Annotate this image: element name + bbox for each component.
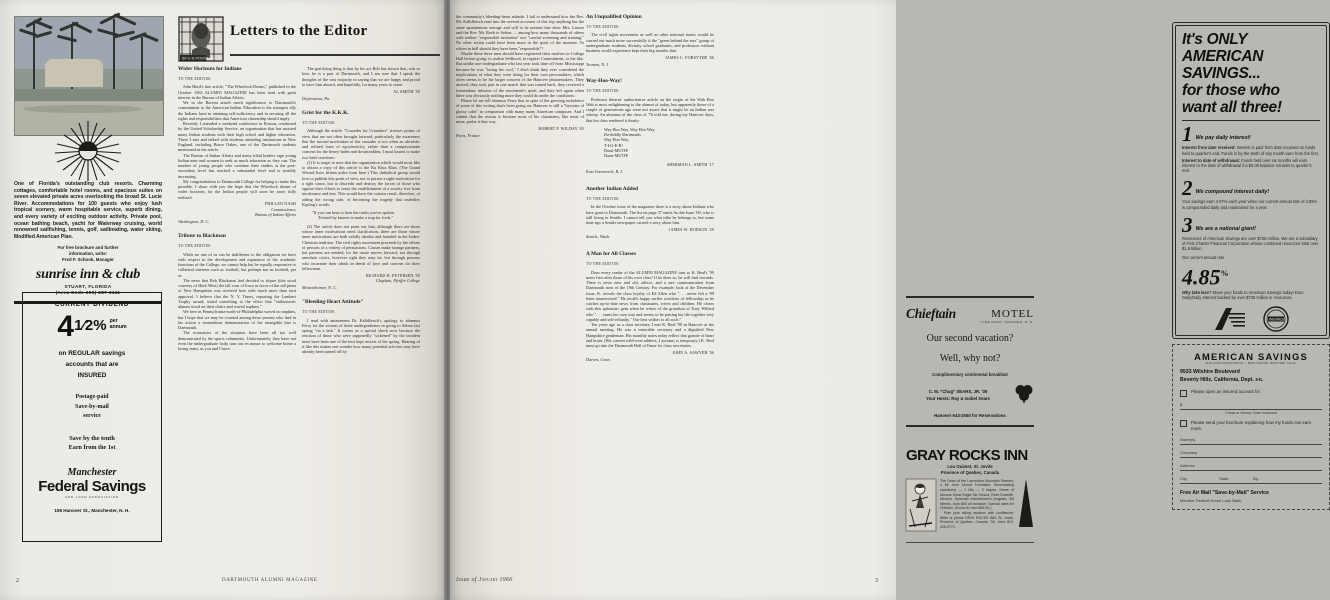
- american-point-2: [1182, 176, 1320, 201]
- signature-title-indians-1: Commissioner,: [271, 206, 296, 212]
- paragraph: The economics of the situation have been all too well demonstrated by the sports columnists. Unfortunately, they have not even the undergraduate body turn out en masse to welcome home a losing team, as you and I have.: [178, 330, 296, 351]
- signature-unqualified: JAMES C. FORSYTHE '46: [665, 54, 714, 60]
- manchester-blk-2: Save-by-mail: [75, 403, 109, 410]
- verse-line: Da-diddly-Dartmouth,: [604, 132, 642, 138]
- paragraph: While no one of us can be indifferent to the obligation we have with respect to the development and expansion of the academic functions of the College, we cannot help but be equally responsive to collateral interests such as football, but perhaps not as football, per se.: [178, 251, 296, 278]
- signature-bleeding: ROBERT P. WILDAY '65: [538, 125, 584, 131]
- point-number: 1: [1182, 122, 1193, 147]
- american-rate-label: Our current annual rate: [1182, 255, 1225, 261]
- send-brochure-label: Please send your brochure explaining how my funds can earn more.: [1191, 419, 1312, 431]
- chieftain-question-1: Our second vacation?: [926, 332, 1014, 344]
- verse-line: Twisted by knaves to make a trap for fools.": [318, 215, 394, 221]
- sunrise-brochure-2: information, write:: [68, 251, 108, 257]
- paragraph: In the October issue of the magazine there is a story about Indians who have gone to Dartmouth. The list on page 37 omits Archie Isaac '00, who is still living in Seattle. I cannot tell you what tribe he belongs to, but some time ago a Seattle newspaper carried a story about him.: [586, 204, 714, 226]
- dollar-sign: $: [1180, 401, 1183, 407]
- send-brochure-checkbox[interactable]: [1180, 420, 1187, 427]
- manchester-logo-line2: Federal Savings: [38, 477, 146, 495]
- sunrise-manager: Fred F. Schook, Manager: [62, 257, 114, 263]
- manchester-sub-2: accounts that are: [65, 361, 119, 368]
- manchester-blk-3: service: [83, 413, 101, 419]
- paragraph: Professor Stearns' authoritative article on the origin of the Wah Hoo Wah is most enlightening to the alumni of today, but apparently those of a couple of generations ago were not aware that it might be an Indian war whoop. An alumnus of the class of '76 told me, during my Hanover days, that his class rendered it thusly:: [586, 96, 714, 123]
- manchester-blk-4: Save by the tenth: [69, 434, 115, 442]
- verse-line: Daart-MUTH!: [604, 147, 629, 153]
- chieftain-question-2: Well, why not?: [939, 352, 1001, 364]
- paragraph: The Bureau of Indian Affairs and many tribal leaders urge young Indian men and women to seek as much education as they can. The number of young people who continue their studies at the post-secondary level has reached a substantial level and is steadily increasing.: [178, 152, 296, 179]
- place-blackman: Doylestown, Pa.: [302, 95, 331, 101]
- point-number: 3: [1182, 212, 1193, 237]
- american-brand: AMERICAN SAVINGS: [1194, 351, 1308, 363]
- american-point-1-para-1: [1182, 145, 1320, 155]
- american-head-1: It's ONLY: [1182, 31, 1248, 48]
- signature-manforallclasses: JOHN A. SAWYER '36: [672, 349, 714, 355]
- paragraph: Although the article "Crusades for Crusaders" stresses points of view that are not often brought forward, particularly the awareness that the inward motivation of the crusader is too often an altruistic and refined form of egocentricity, rather than a compassionate concern for the heavy-laden and downtrodden, I must hasten to make two brief reactions:: [302, 128, 420, 160]
- sunrise-inn-name: sunrise inn & club: [35, 267, 141, 283]
- why-lead: Why take less?: [1182, 289, 1212, 295]
- american-why-line: [1182, 290, 1320, 300]
- grayrocks-body-1: The Dean of the Laurentian Mountain Resorts, 4 Mi. from Mount Tremblant. Snowmaking machinery — 2 lifts — 9 slopes. Home of famous Snow Eagle Ski School, Real Charette, Director. Splendid entertainment program. Ski Weeks, from $60 all inclusive. Special rates for Children. (Dorm for men $52.50.): [940, 478, 1014, 511]
- running-foot: DARTMOUTH ALUMNI MAGAZINE: [222, 578, 318, 583]
- rate-fraction: 1⁄2: [74, 317, 94, 334]
- folio-left: 2: [16, 578, 19, 584]
- sunburst-logo: [14, 120, 162, 178]
- letter-title-blackman: Tribute to Blackman: [178, 233, 226, 240]
- manchester-blk-5: Earn from the 1st: [68, 444, 116, 451]
- ad-gray-rocks-inn: [906, 448, 1034, 549]
- american-head-3: SAVINGS...: [1182, 65, 1261, 82]
- point-text: Interest is paid from date received on funds held to quarter's end. Funds in by the tenth of any month earn from the first.: [1182, 145, 1319, 156]
- resort-photo: [14, 16, 164, 136]
- paragraph: The civil rights movement as well as other national issues would be carried out much more successfully if the "green behind the ears" group of undergraduate students, divinity school graduates, and professors without business world experience kept their big mouths shut.: [586, 32, 714, 53]
- coupon-checkbox-row-2[interactable]: [1180, 420, 1322, 432]
- place-wahhoowah: East Greenwich, R. I.: [586, 168, 623, 174]
- paragraph: (2) The article does not point out that, although there are those whose inner motivations need clarification, there are those whose inner motivations are both validly idealist and founded in the Judeo-Christian tradition. The civil rights movement proceeds by the efforts of persons of a variety of persuasions. Causes make strange partners, but partners are needed, for the cause moves forward, not through armchair critics, however right they may be, but through persons who incarnate their ideals in deeds of love and concern for their fellowman.: [302, 223, 420, 271]
- american-rate-value: 4.85%: [1182, 263, 1229, 289]
- letter-title-kkk: Grist for the K.K.K.: [302, 110, 349, 116]
- manchester-sub-3: INSURED: [77, 372, 107, 379]
- point-title: We are a national giant!: [1195, 225, 1256, 232]
- chieftain-name: Chieftain: [906, 305, 956, 321]
- letter-title-anotherindian: Another Indian Added: [586, 186, 639, 193]
- masthead-rule: [230, 54, 440, 56]
- ad-manchester-federal-savings: [22, 292, 162, 542]
- paragraph: Ten years ago as a class secretary I met K. Beal '99 in Hanover at the annual meeting. He was a venerable secretary and a dignified New Hampshire gentleman. His monthly notes today reflect that granite of heart and brain. (His current wild-west address, I assume, is temporary.) K. Beal must go into the Dartmouth Hall of Fame for class secretaries.: [586, 322, 714, 349]
- american-address: 9533 Wilshire Boulevard Beverly Hills, California, Dept. 3-IL: [1180, 369, 1264, 384]
- paragraph: The gratifying thing is that by his act Bob has shown that, win or lose, he is a part of Dartmouth, and I am sure that I speak the thoughts of the vast majority in saying that we are happy and proud to have him aboard, and hopefully, for many years to come.: [302, 66, 420, 87]
- american-savings-coupon[interactable]: [1172, 344, 1330, 510]
- paragraph: John Hurd's fine article, "The Wheelock Dream," published in the October 1965 ALUMNI MAGAZINE has been read with great interest in the Bureau of Indian Affairs.: [178, 84, 296, 100]
- grayrocks-sub-1: Lou Ouimet, St. Jovite: [947, 464, 993, 469]
- letter-title-wahhoowah: Way-Hoo-Way!: [586, 78, 622, 85]
- manchester-logo: [31, 467, 153, 499]
- letter-title-bleeding: "Bleeding-Heart Attitude": [302, 299, 364, 306]
- paragraph: My congratulations to Dartmouth College for helping to make this possible. I share with you the hope that the Wheelock dream of wider horizons for the Indian people will soon be more fully realized.: [178, 178, 296, 200]
- chieftain-logo: [906, 304, 1034, 324]
- why-text: Move your funds to American Savings today! Earn Daily/Daily Interest backed by over $725 million in resources.: [1182, 289, 1304, 301]
- point-lead: Interest to date of withdrawal:: [1182, 157, 1241, 163]
- point-title: We compound interest daily!: [1195, 189, 1270, 196]
- to-editor-blackman: TO THE EDITOR:: [178, 243, 212, 249]
- folio-right: 3: [875, 578, 878, 584]
- to-editor-unqualified: TO THE EDITOR:: [586, 24, 620, 29]
- manchester-address: 156 Hanover St., Manchester, N. H.: [54, 507, 130, 513]
- manchester-blk-1: Postage-paid: [75, 394, 109, 400]
- american-head-4: for those who: [1182, 82, 1280, 99]
- manchester-headline: CURRENT DIVIDEND: [54, 301, 130, 308]
- to-editor-kkk: TO THE EDITOR:: [302, 120, 336, 125]
- manchester-logo-line3: AND LOAN ASSOCIATION: [65, 494, 119, 499]
- right-column-1: [456, 14, 584, 138]
- american-point-1-para-2: [1182, 158, 1320, 174]
- rate-per-annum: per annum: [109, 318, 127, 330]
- issue-foot: Issue of January 1966: [456, 576, 513, 583]
- manchester-sub-1: on REGULAR savings: [58, 350, 126, 357]
- chieftain-owner: C. M. "Chug" SEARS, JR. '39: [928, 389, 988, 395]
- point-number: 2: [1182, 176, 1193, 201]
- american-footer-1: Free Air Mail "Save-by-Mail" Service: [1180, 489, 1269, 496]
- company-field[interactable]: Company: [1180, 450, 1322, 458]
- paragraph: Maybe these three men should have registered their motives in College Hall before going: to realize Selfhood, to register Commitment, or the like. But unlike one undergraduate who last year took time off from Mississippi because he was "losing his cool," I don't think they ever considered the implications of what they were doing for their own personalities, which often seems to be the larger concern of the Hanover phrasemakers. They arrived, they took part in one march that was turned back, they received a tremendous infusion of the movement's spirit, and they left again when there was obviously nothing more they could do under the conditions.: [456, 50, 584, 98]
- sunrise-city: STUART, FLORIDA: [64, 284, 112, 290]
- grayrocks-body-2: Plan your skiing vacation with confidence. Write or phone GRAY ROCKS INN, St. Jovite, Province of Quebec, Canada. Tel. Area 819-425-2771.: [940, 510, 1014, 529]
- sunrise-ad-copy: One of Florida's outstanding club resorts. Charming cottages, comfortable hotel rooms, and spacious suites on seven elevated private acres overlooking the broad St. Lucie River. Accommodations for 100 guests who enjoy lush tropical scenery, warm hospitable service, superb dining, and every variety of exciting outdoor activity. Private pool, ocean bathing beach, yacht for Waterway cruising, world renowned sailfishing, tennis, golf, sailboating, water skiing, Modified American Plan.: [14, 181, 162, 240]
- name-field[interactable]: Name(s): [1180, 437, 1322, 445]
- right-column-2: [586, 14, 714, 362]
- signature-title-kkk: Chaplain, Pfeiffer College: [375, 277, 420, 283]
- point-title: We pay daily interest!: [1195, 135, 1251, 142]
- right-page: [450, 0, 1319, 600]
- american-head-5: want all three!: [1182, 99, 1282, 116]
- paragraph: I read with amazement Dr. Kalbfleisch's apology to alumnus Ferry for the actions of three undergraduates in going to Selma last spring "on a lark." It comes as a special shock now because the reaction of those who were supposedly "sickened" by the incident must have been one of the best kept secrets of the spring. Hearing of it like this makes one wonder how many potential activists may have already been turned off by: [302, 317, 420, 355]
- american-brand-sub: AND LOAN ASSOCIATION — MAIN OFFICE: WHITTIER, CALIF.: [1205, 362, 1297, 366]
- paragraph: (1) It is tragic to note that the organization which would most like to obtain a copy of this article is the Ku Klux Klan. (The Grand Wizard lives fifteen miles from here.) This diabolical group would love to publish this point of view, not to pursue a right motivation for a right cause, but to discredit and destroy the forces of those who oppose their efforts to resist the establishment of a society free from intolerance and fear. This would have the curious result, therefore, of aiding the wrong side, of becoming the tragedy that underlies Kipling's words:: [302, 159, 420, 207]
- paragraph: Please let me tell alumnus Ferry that in spite of the growing turbulence of some of this writing that's been going on, Hanover is still a "bywater of glassy calm" in comparison with many many American campuses. And I submit that the reason is because most of his classmates, like most of mine, prefer it that way.: [456, 98, 584, 124]
- chieftain-sub: LYME ROAD, HANOVER, N. H.: [980, 319, 1034, 324]
- to-editor-manforallclasses: TO THE EDITOR:: [586, 261, 620, 267]
- signature-indians: PHILLEO NASH: [264, 201, 296, 207]
- to-editor-anotherindian: TO THE EDITOR:: [586, 196, 620, 202]
- letter-title-indians: Wider Horizons for Indians: [178, 66, 242, 72]
- address-field[interactable]: Address: [1180, 463, 1322, 471]
- verse-line: "If you can bear to hear the truths you've spoken: [312, 210, 395, 215]
- place-manforallclasses: Darien, Conn.: [586, 357, 611, 363]
- svg-text:INSURED: INSURED: [1269, 317, 1285, 322]
- american-rule-1: [1182, 120, 1320, 121]
- insured-seal-icon: [1263, 306, 1289, 332]
- american-logo-row: [1182, 306, 1320, 332]
- left-column-1: [178, 66, 296, 351]
- paragraph: The news that Bob Blackman had decided to abjure (this word courtesy of Herb West) the tall corn of Iowa in favor of the tall pines of New Hampshire was received here with much more than tacit approval. I believe that the N. Y. Times, reporting the Lambert Trophy award, stated something to the effect that "enthusiastic alumni stood on their chairs and waved napkins.": [178, 277, 296, 309]
- place-anotherindian: Seattle, Wash.: [586, 234, 611, 240]
- american-a-logo-icon: [1213, 307, 1247, 331]
- left-column-2: [302, 66, 420, 354]
- point-lead: Interest from date received:: [1182, 145, 1236, 151]
- grayrocks-sub-2: Province of Quebec, Canada: [940, 470, 1000, 476]
- american-point-3: [1182, 212, 1320, 237]
- chieftain-hosts: Your Hosts: Ray & Isobel Sears: [926, 396, 990, 402]
- signature-title-indians-2: Bureau of Indian Affairs: [255, 211, 296, 217]
- chieftain-breakfast: Complimentary continental breakfast: [932, 371, 1008, 377]
- verse-line: Way Hoo Way,: [604, 137, 630, 143]
- money-order-note: Check or Money Order enclosed: [1225, 410, 1277, 415]
- paragraph: the community's bleeding-heart attitude. I fail to understand how the Rev. Mr. Kalbfleisch read into the several accounts of this trip anything but the same spontaneous outrage and will to be present that drew Mrs. Liuzzo and the Rev. Mr. Reeb to Selma — among how many thousands of others with neither "responsible invitation" nor "careful screening and training." No other action could have been more in the spirit of the moment. To whom in hell should they have been "responsible"?: [456, 14, 584, 51]
- american-point-3-para-1: Resources of American Savings are over $725 million. We are a subsidiary of First Charter Financial Corporation whose combined resources total over $1.9 billion.: [1182, 235, 1319, 252]
- manchester-rate: [31, 310, 153, 343]
- signature-blackman: AL SMITH '50: [393, 88, 420, 94]
- postage-stamp-icon: [178, 16, 224, 64]
- chieftain-motel-word: MOTEL: [991, 307, 1034, 320]
- ad-rule-top: [906, 296, 1034, 298]
- ad-rule-bottom: [906, 425, 1034, 427]
- paragraph: Recently I attended a weekend conference in Boston, conducted by the United Scholarship Service, an organization that has assisted many Indian students with their high school and higher education. There I met and talked with students attending institutions in New England, including Bruce Oakes, one of the Dartmouth students mentioned in the article.: [178, 121, 296, 153]
- letter-title-unqualified: An Unqualified Opinion: [586, 14, 642, 20]
- paragraph: We in the Bureau attach much significance to Dartmouth's commitment to the American Indian. Education is the strongest ally the Indians have in attaining self-sufficiency and in securing all the rights and responsibilities that American citizenship should imply.: [178, 100, 296, 121]
- city-state-zip-field[interactable]: City State Zip: [1180, 476, 1322, 484]
- amount-field[interactable]: [1180, 402, 1322, 410]
- ad-rule: [906, 542, 1034, 543]
- american-head-2: AMERICAN: [1182, 48, 1264, 65]
- to-editor-wahhoowah: TO THE EDITOR:: [586, 88, 620, 94]
- coupon-checkbox-row-1[interactable]: [1180, 389, 1322, 397]
- verse-line: T-I-G-E-R!: [604, 142, 623, 148]
- svg-text:5¢ U.S.POSTAGE: 5¢ U.S.POSTAGE: [182, 55, 215, 61]
- signature-kkk: RICHARD H. PETERSEN '50: [366, 272, 420, 278]
- american-savings-panel: [1172, 22, 1330, 339]
- page-title: Letters to the Editor: [230, 23, 368, 39]
- to-editor-bleeding: TO THE EDITOR:: [302, 309, 336, 315]
- american-point-2-para-1: Your savings earn 4.97% each year when our current annual rate of 4.85% is compounded daily and maintained for a year.: [1182, 199, 1318, 210]
- american-point-1: [1182, 122, 1320, 147]
- letter-title-manforallclasses: A Man for All Classes: [586, 251, 636, 258]
- verse-line: Way Hoo Way, Way Hoo Way,: [604, 126, 656, 132]
- point-text: Funds held over six months will earn interest to the date of withdrawal if a $5.00 balance remains to quarter's end.: [1182, 157, 1312, 174]
- shamrock-icon: [1014, 383, 1034, 408]
- american-footer-2: Member Federal Home Loan Bank: [1180, 497, 1242, 503]
- signature-wahhoowah: SHERMAN L. SMITH '17: [666, 161, 714, 167]
- sunrise-phone: (Area Code 305) 287-3111: [55, 290, 121, 296]
- ad-sunrise-inn: [14, 16, 162, 304]
- sunrise-brochure-1: For free brochure and further: [57, 245, 119, 251]
- grayrocks-title: GRAY ROCKS INN: [906, 447, 1028, 464]
- place-unqualified: Trenton, N. J.: [586, 62, 610, 67]
- ad-chieftain-motel: [906, 290, 1034, 433]
- manchester-logo-line1: Manchester: [67, 466, 117, 478]
- verse-line: Daart-MUTH!: [604, 153, 629, 159]
- place-indians: Washington, D. C.: [178, 219, 210, 224]
- paragraph: Does every reader of the ALUMNI MAGAZINE turn to K. Beal's '99 notes first after those of his own class? If he does so, he will find rewards. There is news new and old, advice, and a rare communication from Dartmouth men of the 19th Century. For example, look at the December issue, K. reveals the class loyalty of Ed Allen who ". . . never left a '99 letter unanswered." He recalls happy earlier activities of fellowship as he catches up-to-date news from classmates, wives and children. He closes with this aphoristic gem when he writes of the grandson of Tony Willard who ". . . earns his own way and seems to be putting his life together very capably and self-reliantly." Our best wishes to all such.": [586, 269, 714, 322]
- open-account-checkbox[interactable]: [1180, 390, 1187, 397]
- pine-tree-icon: [1018, 479, 1034, 536]
- masthead: [178, 14, 440, 61]
- place-bleeding: Paris, France: [456, 133, 480, 138]
- skier-illustration: [906, 479, 936, 536]
- chieftain-reservations: Hanover 643-2550 for Reservations: [934, 412, 1006, 418]
- left-page: [0, 0, 446, 600]
- signature-anotherindian: JAMES W. HODSON '29: [668, 226, 714, 232]
- ad-american-savings: [1172, 22, 1330, 570]
- place-kkk: Meisenheimer, N. C.: [302, 285, 337, 291]
- rate-whole: 4: [57, 310, 75, 343]
- open-account-label: Please open an insured account for: [1191, 389, 1261, 395]
- to-editor-indians: TO THE EDITOR:: [178, 76, 212, 81]
- paragraph: We here in Pennsylvania-north-of-Philadelphia waved no napkins, but I hope that we may be counted among those present who find in his action a tremendous demonstration of the intangible that is Dartmouth.: [178, 309, 296, 330]
- rate-percent: %: [93, 317, 107, 334]
